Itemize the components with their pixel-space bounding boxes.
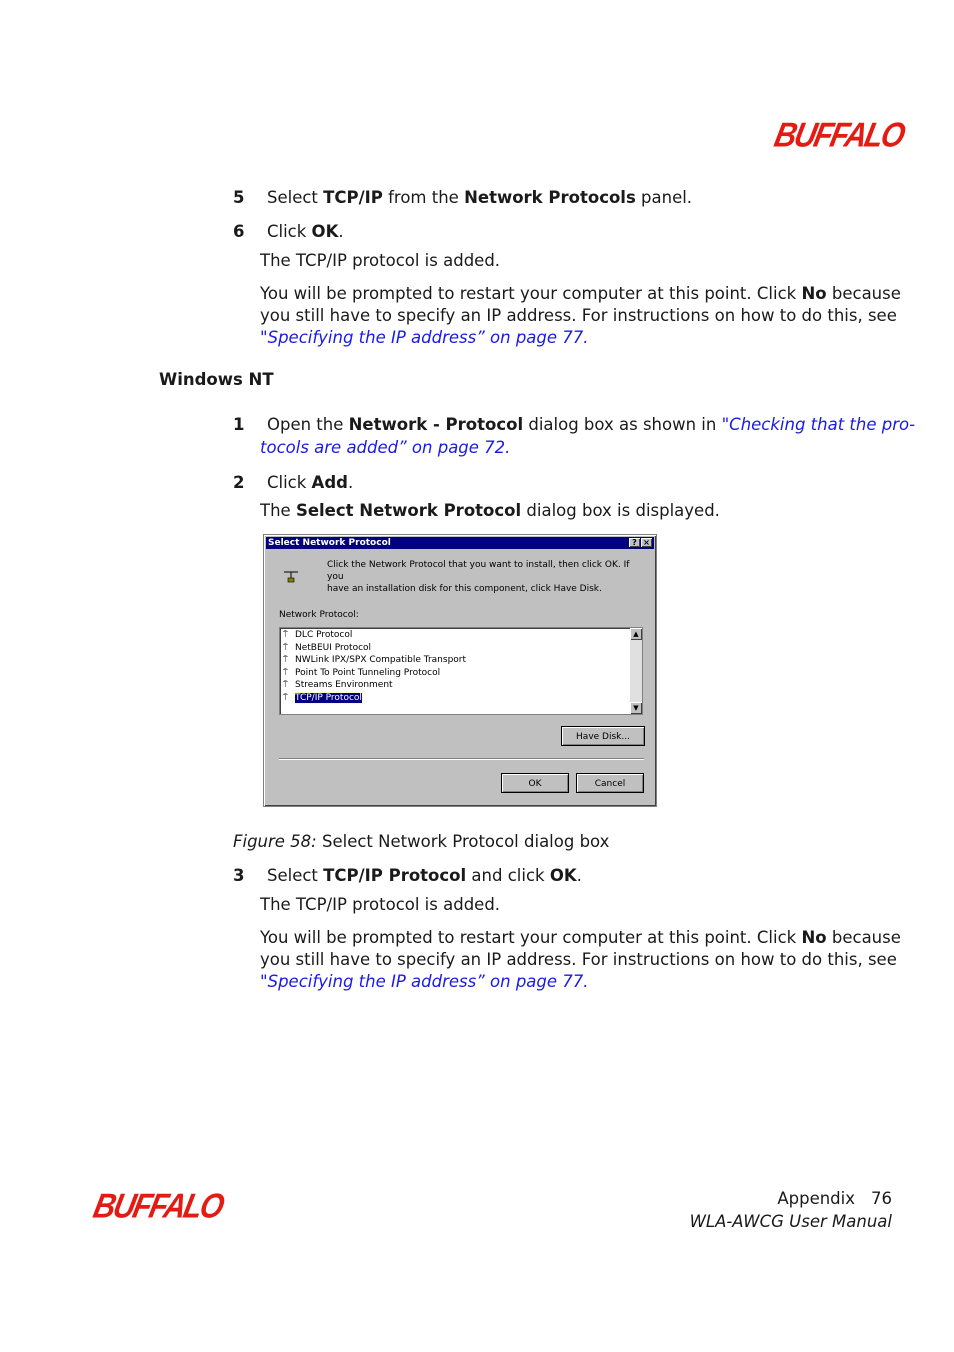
step-text: dialog box as shown in [523, 415, 722, 434]
list-item-label: DLC Protocol [295, 630, 353, 640]
step-text: . [338, 222, 344, 241]
figure-text: Select Network Protocol dialog box [316, 832, 610, 851]
restart-note-1-line3 [260, 327, 589, 349]
list-item-label: Point To Point Tunneling Protocol [295, 667, 441, 678]
step-text: from the [382, 188, 465, 207]
step-number: 5 [233, 188, 245, 207]
bold-term: Network - Protocol [348, 415, 524, 434]
list-item-selected[interactable] [283, 692, 362, 704]
cross-reference-link[interactable]: "Specifying the IP address” on page 77 [260, 972, 584, 991]
step-2 [233, 472, 353, 494]
step-text: . [347, 473, 354, 492]
have-disk-button[interactable]: Have Disk... [561, 726, 645, 746]
list-item[interactable] [283, 654, 466, 666]
step-5 [233, 187, 692, 209]
step-number: 2 [233, 473, 245, 492]
cross-reference-link-cont[interactable]: tocols are added” on page 72 [260, 438, 506, 457]
bold-term: Add [311, 473, 348, 492]
dialog-title: Select Network Protocol [268, 538, 391, 548]
added-note-1: The TCP/IP protocol is added. [260, 251, 501, 270]
list-item[interactable] [283, 679, 393, 691]
added-note-2: The TCP/IP protocol is added. [260, 895, 501, 914]
restart-note-1-line1 [260, 283, 901, 305]
list-item-label: Streams Environment [295, 680, 393, 690]
figure-caption [233, 831, 609, 853]
note-text: because [826, 284, 901, 303]
step-number: 6 [233, 222, 245, 241]
list-item-label: TCP/IP Protocol [295, 692, 362, 703]
footer-manual-title: WLA-AWCG User Manual [689, 1212, 892, 1231]
bold-term: TCP/IP [323, 188, 383, 207]
step-text: Click [266, 473, 312, 492]
select-network-protocol-dialog [263, 534, 657, 807]
restart-note-2-line2: you still have to specify an IP address. For instructions on how to do this, see [260, 950, 897, 969]
listbox-scrollbar[interactable] [630, 628, 642, 714]
ok-button[interactable]: OK [501, 773, 569, 793]
help-button[interactable]: ? [629, 538, 640, 547]
step-text: panel. [635, 188, 693, 207]
list-item-label: NWLink IPX/SPX Compatible Transport [295, 655, 467, 665]
step-text: . [576, 866, 582, 885]
protocol-icon: ⍑ [283, 692, 288, 702]
step-6 [233, 221, 344, 243]
link-punct: . [583, 972, 589, 991]
dialog-prompt [327, 559, 647, 595]
cancel-button[interactable]: Cancel [576, 773, 644, 793]
link-punct: . [583, 328, 589, 347]
network-protocol-label: Network Protocol: [279, 610, 359, 620]
protocol-icon: ⍑ [283, 667, 288, 677]
protocol-icon: ⍑ [283, 655, 288, 664]
list-item[interactable] [283, 642, 371, 654]
prompt-line: have an installation disk for this component, click Have Disk. [327, 584, 602, 594]
cross-reference-link[interactable]: "Specifying the IP address” on page 77 [260, 328, 584, 347]
footer-section-label: Appendix [777, 1189, 855, 1208]
footer-section [777, 1188, 892, 1210]
scroll-up-arrow-icon[interactable]: ▲ [630, 628, 642, 640]
protocol-icon: ⍑ [283, 642, 288, 652]
bold-term: TCP/IP Protocol [323, 866, 467, 885]
protocol-icon: ⍑ [283, 680, 288, 689]
list-item[interactable] [283, 667, 440, 679]
step-number: 3 [233, 866, 245, 885]
bold-term: Network Protocols [464, 188, 636, 207]
step-2-note [260, 500, 720, 522]
page-number: 76 [871, 1189, 892, 1208]
restart-note-2-line1 [260, 927, 901, 949]
note-text: You will be prompted to restart your computer at this point. Click [260, 284, 802, 303]
note-text: The [260, 501, 296, 520]
figure-label: Figure 58: [233, 832, 317, 851]
bold-term: No [801, 284, 827, 303]
protocol-listbox[interactable] [279, 627, 643, 715]
close-button[interactable]: × [641, 538, 652, 547]
step-number: 1 [233, 415, 245, 434]
network-protocol-icon [282, 569, 300, 583]
note-text: because [826, 928, 901, 947]
step-text: Open the [266, 415, 349, 434]
list-item-label: NetBEUI Protocol [295, 642, 372, 653]
prompt-line: Click the Network Protocol that you want to install, then click OK. If you [327, 560, 630, 582]
bold-term: OK [549, 866, 577, 885]
step-text: Select [266, 188, 324, 207]
section-heading: Windows NT [159, 370, 274, 389]
buffalo-logo: BUFFALO [771, 116, 907, 155]
note-text: dialog box is displayed. [521, 501, 720, 520]
note-text: You will be prompted to restart your computer at this point. Click [260, 928, 802, 947]
scroll-down-arrow-icon[interactable]: ▼ [630, 702, 642, 714]
step-1 [233, 414, 915, 436]
dialog-separator [279, 758, 644, 760]
restart-note-1-line2: you still have to specify an IP address. For instructions on how to do this, see [260, 306, 897, 325]
bold-term: Select Network Protocol [295, 501, 522, 520]
buffalo-logo-footer: BUFFALO [90, 1187, 226, 1226]
step-text: Select [266, 866, 324, 885]
dialog-titlebar [266, 537, 654, 549]
list-item[interactable] [283, 629, 352, 641]
bold-term: No [801, 928, 827, 947]
protocol-icon: ⍑ [283, 630, 288, 639]
link-punct: . [505, 438, 511, 457]
cross-reference-link[interactable]: "Checking that the pro- [721, 415, 916, 434]
step-text: Click [266, 222, 312, 241]
step-3 [233, 865, 582, 887]
restart-note-2-line3 [260, 971, 589, 993]
step-text: and click [466, 866, 550, 885]
bold-term: OK [311, 222, 339, 241]
step-1-line2 [260, 437, 510, 459]
